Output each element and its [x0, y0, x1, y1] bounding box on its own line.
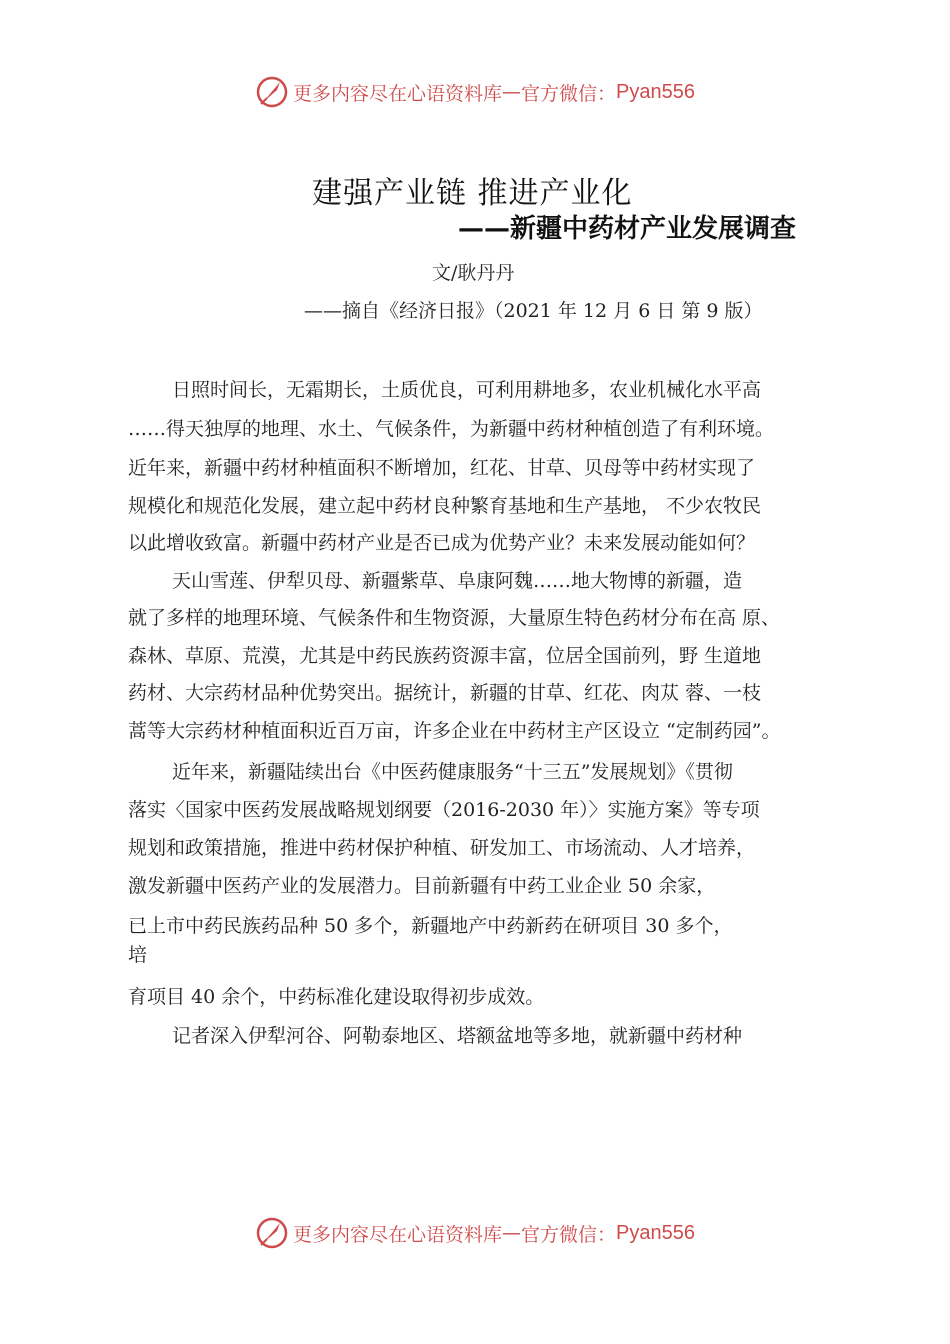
body-line: 记者深入伊犁河谷、阿勒泰地区、塔额盆地等多地，就新疆中药材种	[172, 1025, 743, 1047]
banner-label: 官方微信：	[521, 1223, 617, 1246]
body-line: 规划和政策措施，推进中药材保护种植、研发加工、市场流动、人才培养，	[128, 837, 756, 859]
body-line: 已上市中药民族药品种 50 多个，新疆地产中药新药在研项目 30 多个，	[128, 915, 733, 937]
body-line: 以此增收致富。新疆中药材产业是否已成为优势产业？未来发展动能如何？	[128, 532, 756, 554]
body-line: 落实〈国家中医药发展战略规划纲要（2016-2030 年）〉实施方案》等专项	[128, 799, 760, 821]
banner-text: 更多内容尽在心语资料库	[293, 1223, 503, 1246]
body-line: 激发新疆中医药产业的发展潜力。目前新疆有中药工业企业 50 余家，	[128, 875, 716, 897]
banner-separator: —	[502, 1222, 522, 1244]
banner-label: 官方微信：	[521, 82, 617, 105]
article-source: ——摘自《经济日报》（2021 年 12 月 6 日 第 9 版）	[304, 300, 763, 322]
quill-logo-icon	[255, 75, 289, 109]
body-line: 日照时间长，无霜期长，土质优良，可利用耕地多，农业机械化水平高	[172, 379, 762, 401]
footer-banner	[0, 1211, 950, 1255]
article-subtitle: ——新疆中药材产业发展调查	[458, 214, 797, 244]
banner-text: 更多内容尽在心语资料库	[293, 82, 503, 105]
quill-logo-icon	[255, 1216, 289, 1250]
body-line: 药材、大宗药材品种优势突出。据统计，新疆的甘草、红花、肉苁 蓉、一枝	[128, 682, 762, 704]
header-banner	[0, 70, 950, 114]
banner-separator: —	[502, 81, 522, 103]
body-line: 森林、草原、荒漠，尤其是中药民族药资源丰富，位居全国前列，野 生道地	[128, 645, 762, 667]
body-line: 育项目 40 余个，中药标准化建设取得初步成效。	[128, 986, 545, 1008]
body-line: 规模化和规范化发展，建立起中药材良种繁育基地和生产基地， 不少农牧民	[128, 495, 762, 517]
body-line: 天山雪莲、伊犁贝母、新疆紫草、阜康阿魏……地大物博的新疆，造	[172, 570, 743, 592]
banner-id: Pyan556	[616, 1221, 695, 1244]
body-line: ……得天独厚的地理、水土、气候条件，为新疆中药材种植创造了有利环境。	[128, 418, 775, 440]
body-line: 就了多样的地理环境、气候条件和生物资源，大量原生特色药材分布在高 原、	[128, 607, 781, 629]
body-line: 培	[128, 944, 148, 966]
body-line: 近年来，新疆中药材种植面积不断增加，红花、甘草、贝母等中药材实现了	[128, 457, 756, 479]
body-line: 近年来，新疆陆续出台《中医药健康服务“十三五”发展规划》《贯彻	[172, 761, 733, 783]
article-title: 建强产业链 推进产业化	[312, 176, 633, 211]
body-line: 蒿等大宗药材种植面积近百万亩，许多企业在中药材主产区设立 “定制药园”。	[128, 720, 781, 742]
article-author: 文/耿丹丹	[432, 262, 515, 284]
banner-id: Pyan556	[616, 80, 695, 103]
